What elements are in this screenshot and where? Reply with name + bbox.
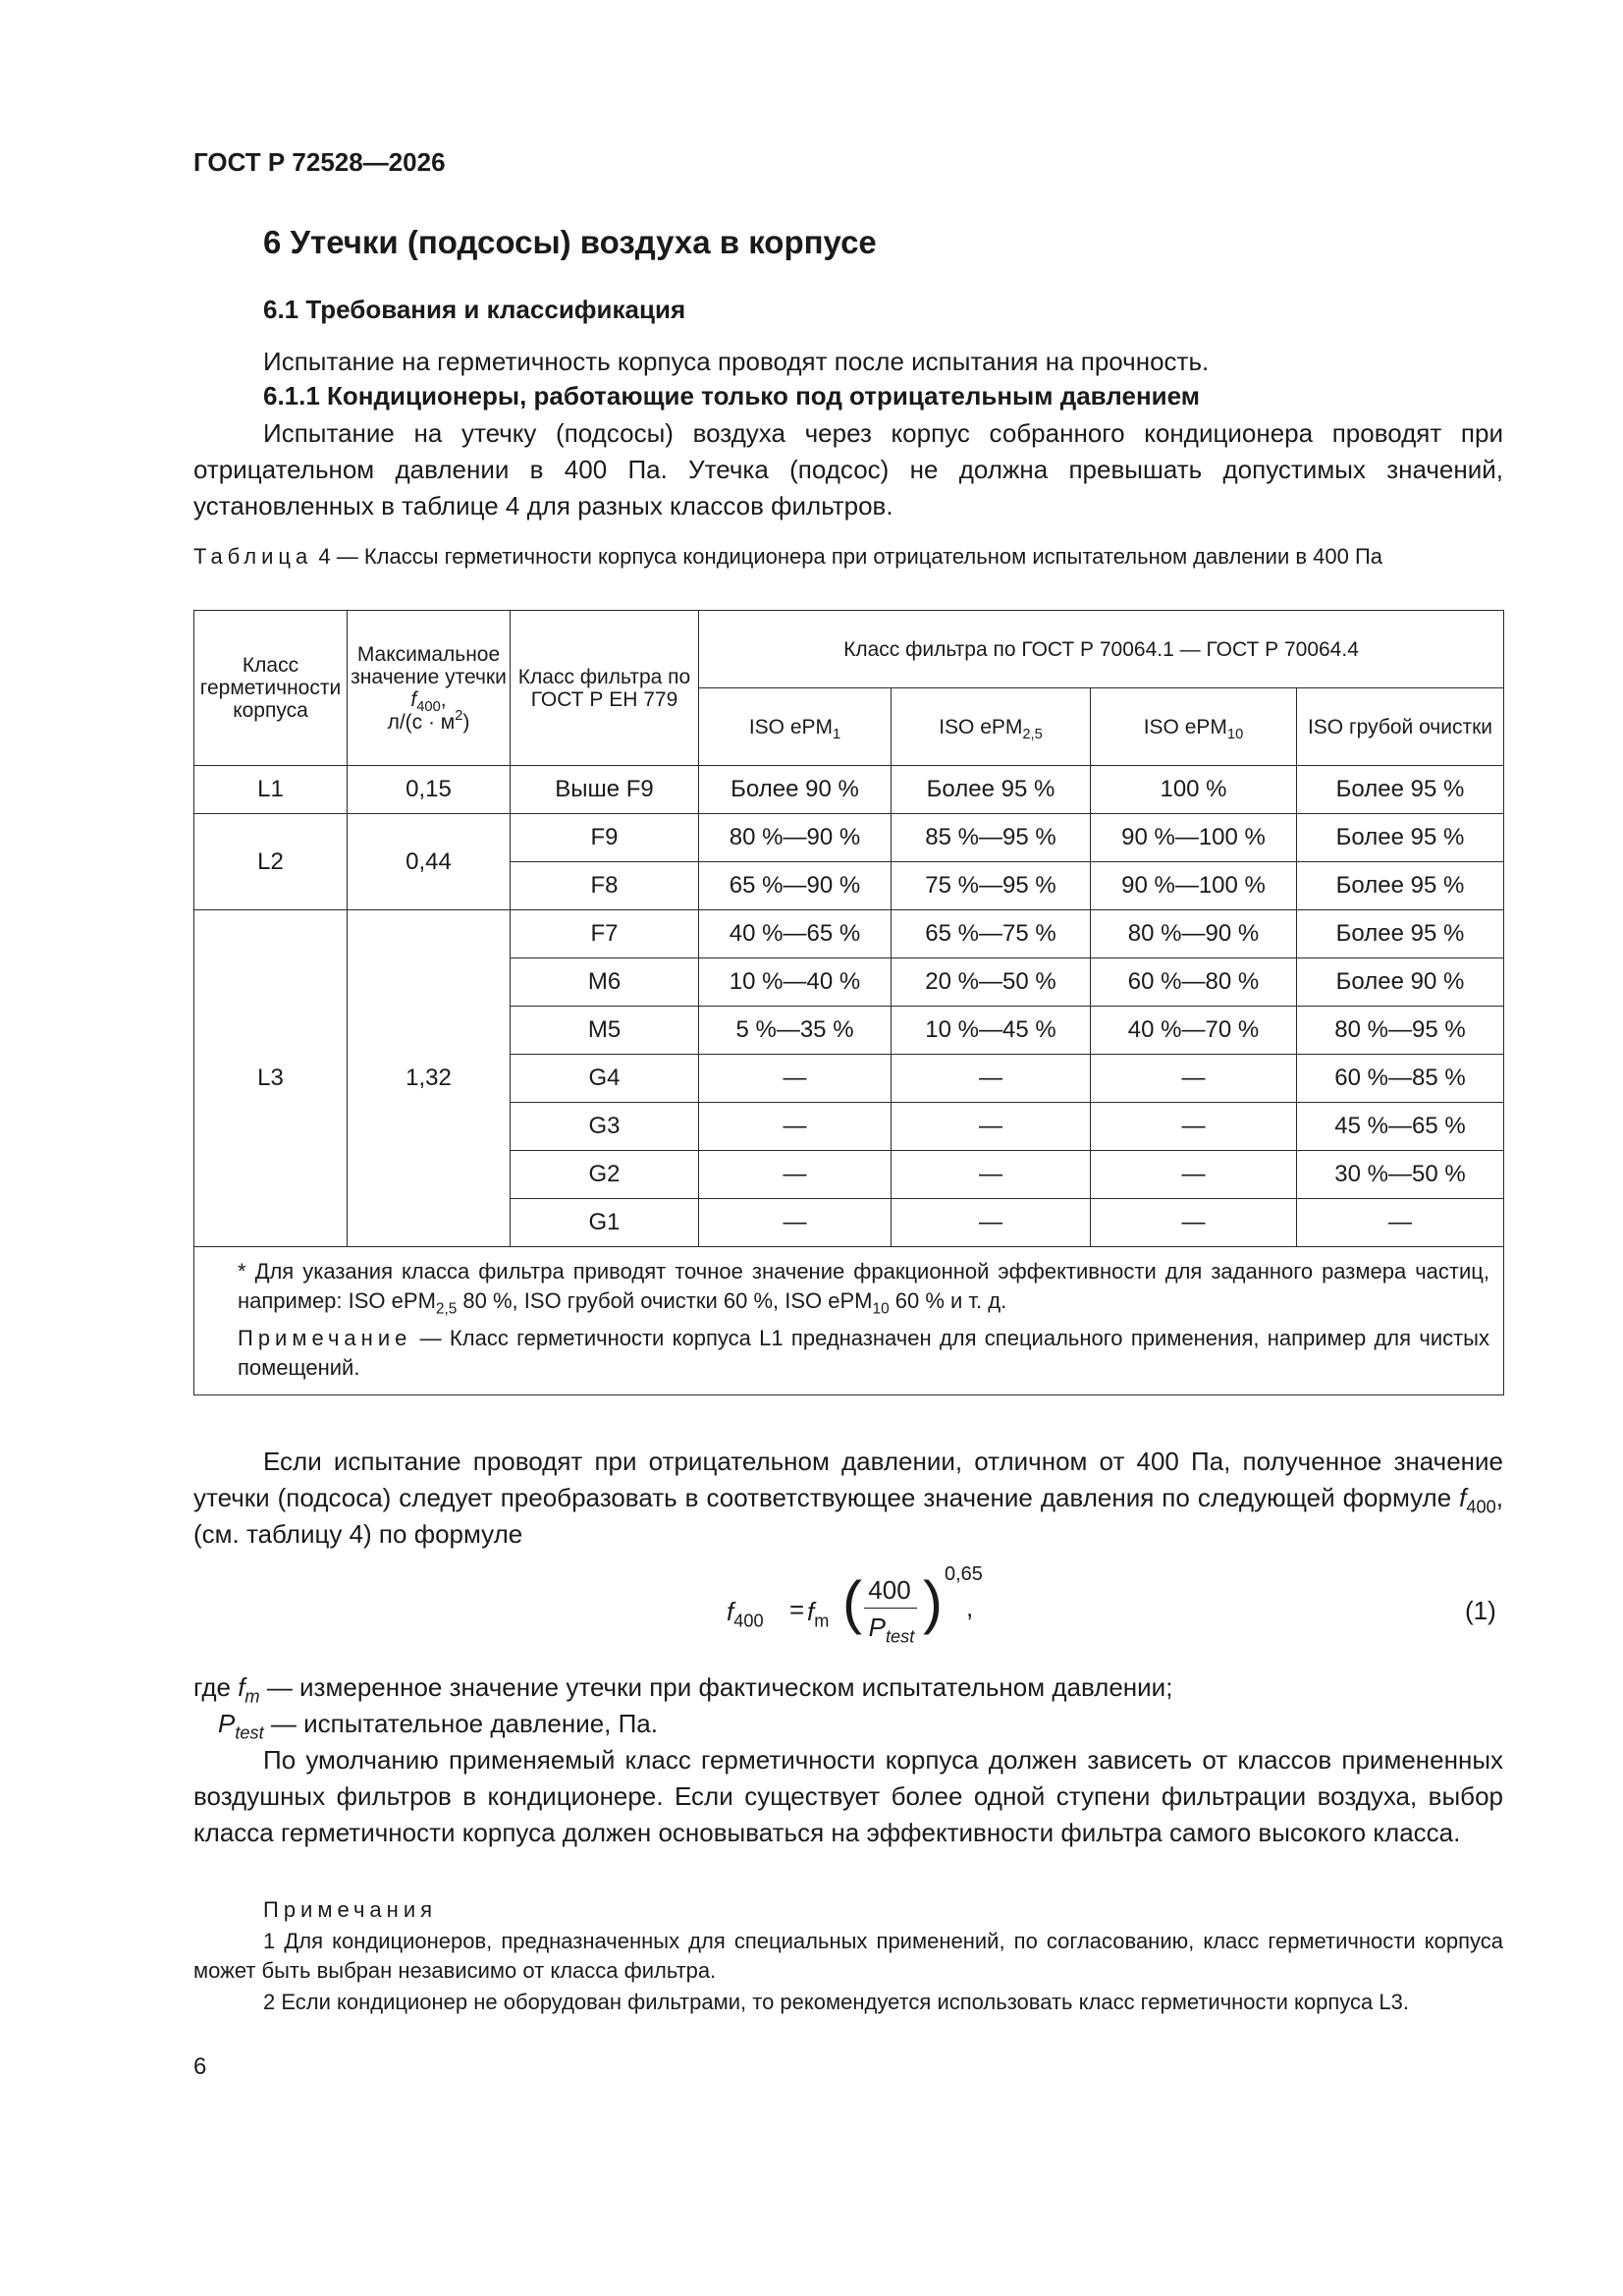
cell-coarse: 45 %—65 % bbox=[1297, 1103, 1504, 1151]
cell-epm10: 90 %—100 % bbox=[1091, 814, 1297, 862]
cell-epm1: — bbox=[699, 1199, 892, 1247]
cell-class: L2 bbox=[194, 814, 348, 910]
cell-epm25: — bbox=[892, 1151, 1091, 1199]
cell-epm10: — bbox=[1091, 1103, 1297, 1151]
paragraph-test-description: Испытание на утечку (подсосы) воздуха через корпус собранного кондиционера проводят при отрицательном давлении в 400 Па. Утечка (подсос) не должна превышать допустимых значений, установленных в таблице 4 для разных классов фильтров. bbox=[193, 418, 1503, 520]
cell-coarse: Более 95 % bbox=[1297, 910, 1504, 958]
header-coarse: ISO грубой очистки bbox=[1297, 688, 1504, 766]
header-leakage-class: Класс герметичности корпуса bbox=[194, 611, 348, 766]
leakage-class-table bbox=[193, 610, 1504, 1395]
cell-epm1: — bbox=[699, 1151, 892, 1199]
where-line-2: $P_{test}$ — испытательное давление, Па. bbox=[218, 1709, 658, 1743]
header-epm10: ISO ePM$_{10}$ bbox=[1091, 688, 1297, 766]
cell-filter: M5 bbox=[511, 1007, 699, 1055]
cell-coarse: 30 %—50 % bbox=[1297, 1151, 1504, 1199]
cell-epm25: 75 %—95 % bbox=[892, 862, 1091, 910]
cell-filter: Выше F9 bbox=[511, 766, 699, 814]
cell-epm10: 40 %—70 % bbox=[1091, 1007, 1297, 1055]
table-row bbox=[194, 814, 1504, 862]
cell-epm1: 80 %—90 % bbox=[699, 814, 892, 862]
cell-coarse: 60 %—85 % bbox=[1297, 1055, 1504, 1103]
cell-max: 0,15 bbox=[348, 766, 511, 814]
header-epm1: ISO ePM$_1$ bbox=[699, 688, 892, 766]
cell-epm25: — bbox=[892, 1055, 1091, 1103]
header-filter-class-group: Класс фильтра по ГОСТ Р 70064.1 — ГОСТ Р 70064.4 bbox=[699, 611, 1504, 688]
formula-number: (1) bbox=[1465, 1596, 1496, 1625]
intro-paragraph: Испытание на герметичность корпуса проводят после испытания на прочность. bbox=[263, 347, 1210, 376]
cell-class: L1 bbox=[194, 766, 348, 814]
notes-title: Примечания bbox=[263, 1897, 438, 1922]
cell-epm10: 80 %—90 % bbox=[1091, 910, 1297, 958]
section-title: 6 Утечки (подсосы) воздуха в корпусе bbox=[263, 224, 877, 260]
cell-epm10: 90 %—100 % bbox=[1091, 862, 1297, 910]
clause-title: 6.1.1 Кондиционеры, работающие только под отрицательным давлением bbox=[263, 381, 1200, 410]
cell-epm1: Более 90 % bbox=[699, 766, 892, 814]
header-max-leakage: Максимальное значение утечки $f_{400}$, $л/(с \cdot м^2)$ bbox=[348, 611, 511, 766]
paragraph-default-class: По умолчанию применяемый класс герметичности корпуса должен зависеть от классов примененных воздушных фильтров в кондиционере. Если существует более одной ступени фильтрации воздуха, выбор класса герметичности корпуса должен основываться на эффективности фильтра самого высокого класса. bbox=[193, 1745, 1503, 1847]
header-filter-class-en779: Класс фильтра по ГОСТ Р ЕН 779 bbox=[511, 611, 699, 766]
where-line-1: где $f_m$ — измеренное значение утечки при фактическом испытательном давлении; bbox=[193, 1672, 1173, 1707]
cell-epm25: 65 %—75 % bbox=[892, 910, 1091, 958]
cell-epm1: — bbox=[699, 1055, 892, 1103]
cell-epm25: Более 95 % bbox=[892, 766, 1091, 814]
cell-epm10: — bbox=[1091, 1199, 1297, 1247]
cell-epm25: 10 %—45 % bbox=[892, 1007, 1091, 1055]
cell-coarse: — bbox=[1297, 1199, 1504, 1247]
cell-epm1: 65 %—90 % bbox=[699, 862, 892, 910]
cell-filter: F9 bbox=[511, 814, 699, 862]
cell-epm1: 10 %—40 % bbox=[699, 958, 892, 1007]
formula-1: $f_{400}$ = $f_m$ ( 400 $P_{test}$ ) 0,65 , bbox=[727, 1563, 983, 1647]
cell-epm10: — bbox=[1091, 1055, 1297, 1103]
cell-epm1: 5 %—35 % bbox=[699, 1007, 892, 1055]
page-number: 6 bbox=[193, 2053, 207, 2080]
footnote-star: * Для указания класса фильтра приводят точное значение фракционной эффективности для заданного размера частиц, например: ISO ePM$_{2,5}$ 80 %, ISO грубой очистки 60 %, ISO ePM$_{10}$ 60 % и т. д. bbox=[238, 1259, 1489, 1318]
cell-coarse: Более 95 % bbox=[1297, 814, 1504, 862]
table-row bbox=[194, 766, 1504, 814]
note-1: 1 Для кондиционеров, предназначенных для специальных применений, по согласованию, класс герметичности корпуса может быть выбран независимо от класса фильтра. bbox=[193, 1929, 1503, 1983]
cell-epm10: 60 %—80 % bbox=[1091, 958, 1297, 1007]
cell-epm25: 85 %—95 % bbox=[892, 814, 1091, 862]
cell-filter: F8 bbox=[511, 862, 699, 910]
cell-epm25: 20 %—50 % bbox=[892, 958, 1091, 1007]
cell-filter: G3 bbox=[511, 1103, 699, 1151]
cell-epm25: — bbox=[892, 1103, 1091, 1151]
cell-filter: G4 bbox=[511, 1055, 699, 1103]
cell-max: 1,32 bbox=[348, 910, 511, 1247]
cell-epm1: 40 %—65 % bbox=[699, 910, 892, 958]
document-code: ГОСТ Р 72528—2026 bbox=[193, 147, 446, 177]
cell-epm10: 100 % bbox=[1091, 766, 1297, 814]
table-caption bbox=[193, 542, 1503, 572]
cell-class: L3 bbox=[194, 910, 348, 1247]
cell-coarse: 80 %—95 % bbox=[1297, 1007, 1504, 1055]
cell-filter: M6 bbox=[511, 958, 699, 1007]
subsection-title: 6.1 Требования и классификация bbox=[263, 295, 686, 324]
table-caption-word: Таблица bbox=[193, 544, 313, 569]
table-row bbox=[194, 910, 1504, 958]
note-2: 2 Если кондиционер не оборудован фильтрами, то рекомендуется использовать класс герметичности корпуса L3. bbox=[263, 1990, 1409, 2014]
cell-filter: G2 bbox=[511, 1151, 699, 1199]
cell-epm10: — bbox=[1091, 1151, 1297, 1199]
cell-filter: G1 bbox=[511, 1199, 699, 1247]
cell-max: 0,44 bbox=[348, 814, 511, 910]
cell-epm1: — bbox=[699, 1103, 892, 1151]
cell-coarse: Более 90 % bbox=[1297, 958, 1504, 1007]
cell-coarse: Более 95 % bbox=[1297, 862, 1504, 910]
cell-coarse: Более 95 % bbox=[1297, 766, 1504, 814]
table-footnote bbox=[194, 1247, 1504, 1395]
table-note: Примечание — Класс герметичности корпуса L1 предназначен для специального применения, например для чистых помещений. bbox=[238, 1326, 1489, 1380]
cell-epm25: — bbox=[892, 1199, 1091, 1247]
paragraph-conversion: Если испытание проводят при отрицательном давлении, отличном от 400 Па, полученное значение утечки (подсоса) следует преобразовать в соответствующее значение давления по следующей формуле $f_{400}$, (см. таблицу 4) по формуле bbox=[193, 1447, 1503, 1549]
cell-filter: F7 bbox=[511, 910, 699, 958]
table-caption-text: 4 — Классы герметичности корпуса кондиционера при отрицательном испытательном давлении в 400 Па bbox=[318, 544, 1383, 569]
header-epm25: ISO ePM$_{2,5}$ bbox=[892, 688, 1091, 766]
